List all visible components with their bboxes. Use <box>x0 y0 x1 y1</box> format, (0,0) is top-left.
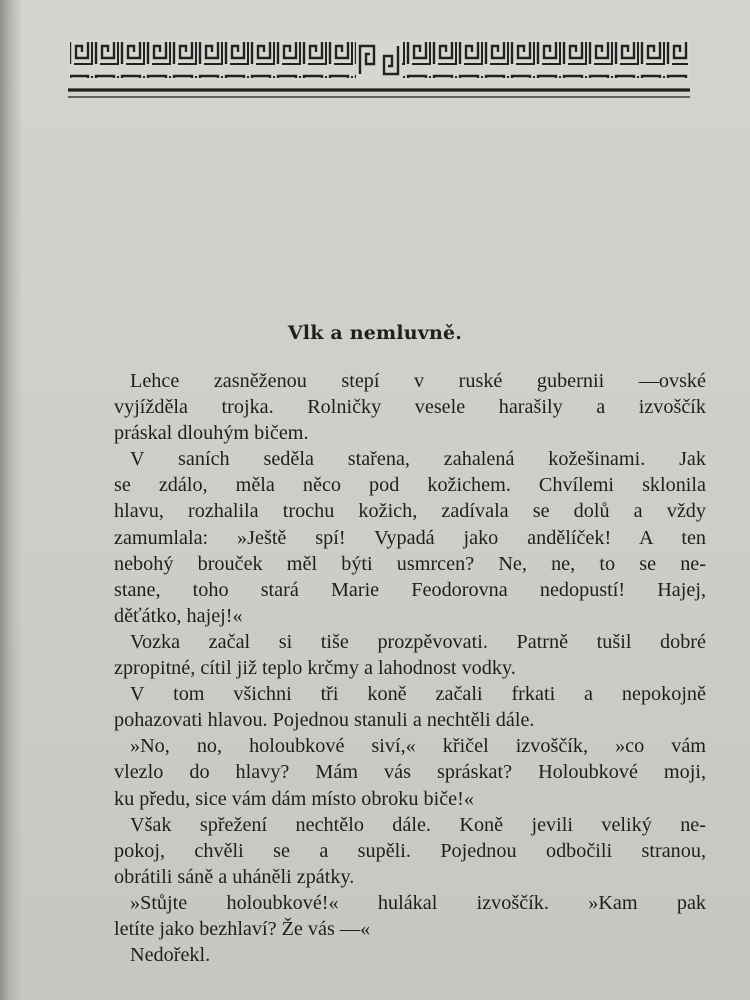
text-line: se zdálo, měla něco pod kožichem. Chvílemi sklonila <box>114 474 706 497</box>
text-line: zpropitné, cítil již teplo krčmy a lahodnost vodky. <box>114 657 516 680</box>
paragraph <box>114 942 706 968</box>
text-line: Nedořekl. <box>130 944 211 967</box>
paragraph <box>114 629 706 681</box>
text-line: práskal dlouhým bičem. <box>114 422 309 445</box>
paragraph <box>114 446 706 629</box>
text-line: »Stůjte holoubkové!« hulákal izvoščík. »Kam pak <box>130 891 706 914</box>
text-line: stane, toho stará Marie Feodorovna nedopustí! Hajej, <box>114 578 706 601</box>
paragraph <box>114 368 706 446</box>
text-line: nebohý brouček měl býti usmrcen? Ne, ne, to se ne- <box>114 552 706 575</box>
text-line: vlezlo do hlavy? Mám vás spráskat? Holoubkové moji, <box>114 761 706 784</box>
page-gutter-shadow <box>0 0 22 1000</box>
text-line: obrátili sáně a uháněli zpátky. <box>114 865 355 888</box>
text-line: děťátko, hajej!« <box>114 604 243 627</box>
decorative-ornament-band <box>68 34 690 104</box>
text-line: ku předu, sice vám dám místo obroku biče!« <box>114 787 474 810</box>
text-line: vyjížděla trojka. Rolničky vesele harašily a izvoščík <box>114 396 706 419</box>
text-line: hlavu, rozhalila trochu kožich, zadívala se dolů a vždy <box>114 500 706 523</box>
text-line: pohazovati hlavou. Pojednou stanuli a nechtěli dále. <box>114 709 535 732</box>
text-line: zamumlala: »Ještě spí! Vypadá jako andělíček! A ten <box>114 526 706 549</box>
paragraph <box>114 681 706 733</box>
chapter-title: Vlk a nemluvně. <box>287 322 463 344</box>
text-line: »No, no, holoubkové siví,« křičel izvoščík, »co vám <box>130 735 706 758</box>
text-line: V tom všichni tři koně začali frkati a nepokojně <box>130 683 706 706</box>
story-body <box>114 368 706 968</box>
paragraph <box>114 733 706 811</box>
text-line: Vozka začal si tiše prozpěvovati. Patrně tušil dobré <box>130 630 706 653</box>
text-line: pokoj, chvěli se a supěli. Pojednou odbočili stranou, <box>114 839 706 862</box>
text-line: letíte jako bezhlaví? Že vás —« <box>114 917 371 940</box>
paragraph <box>114 812 706 890</box>
text-line: Lehce zasněženou stepí v ruské gubernii —ovské <box>130 370 706 392</box>
text-line: V saních seděla stařena, zahalená kožešinami. Jak <box>130 448 706 471</box>
text-line: Však spřežení nechtělo dále. Koně jevili veliký ne- <box>130 813 706 836</box>
paragraph <box>114 890 706 942</box>
